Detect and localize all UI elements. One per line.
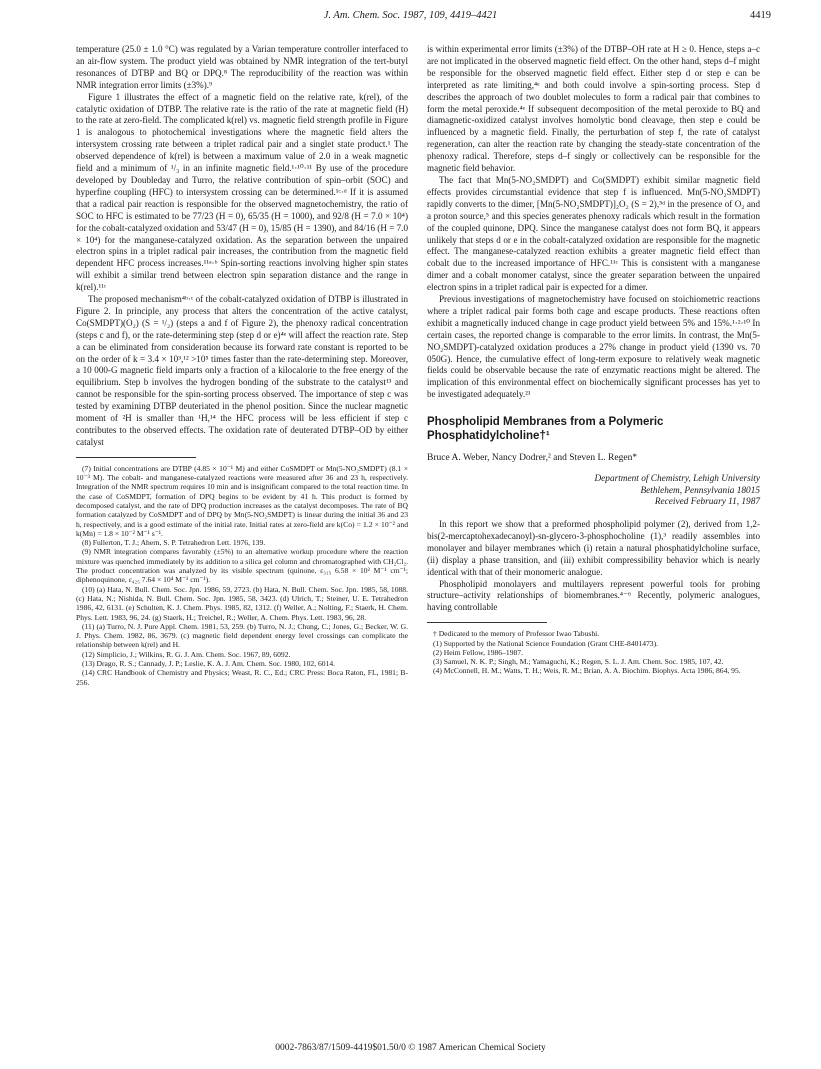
footnotes — [76, 464, 408, 687]
copyright-footer: 0002-7863/87/1509-4419$01.50/0 © 1987 American Chemical Society — [275, 1043, 546, 1053]
footnote: (8) Fullerton, T. J.; Ahern, S. P. Tetrahedron Lett. 1976, 139. — [82, 538, 266, 548]
received-date: Received February 11, 1987 — [654, 497, 760, 508]
footnote: (7) Initial concentrations are DTBP (4.85 × 10⁻¹ M) and either CoSMDPT or Mn(5-NO₂SMDPT) (8.1 × 10⁻³ M). The cobalt- and manganese-catalyzed reactions were measured after 36 and 23 h, respectively. Integration of the NMR spectrum requires 10 min and is insignificant compared to the total reaction time. In the case of CoSMDPT, formation of DPQ begins to be evident by 41 h. This product is formed by decomposed catalyst, and the rate of DPQ production increases as the catalyst decomposes. The rate of BQ formation catalyzed by CoSMDPT and of DPQ by Mn(5-NO₂SMDPT) is linear during the initial 36 and 23 h, respectively, and is a good estimate of the initial rate. Initial rates at zero-field are k(Co) = 1.2 × 10⁻² and k(Mn) = 1.8 × 10⁻² M⁻¹ s⁻¹. — [76, 463, 408, 538]
footnote: (3) Samuel, N. K. P.; Singh, M.; Yamaguchi, K.; Regen, S. L. J. Am. Chem. Soc. 1985, 107, 42. — [433, 657, 724, 667]
body-paragraph: In this report we show that a preformed phospholipid polymer (2), derived from 1,2-bis(2-mercaptohexadecanoyl)-sn-glycero-3-phosphocholine (1),³ readily assembles into monolayer and bilayer membranes which (i) retain a natural phosphatidylcholine surface, (ii) display a phase transition, and (iii) exhibit compressibility behavior which is nearly identical with that of their monomeric analogue. — [427, 519, 760, 577]
body-paragraph: Figure 1 illustrates the effect of a magnetic field on the relative rate, k(rel), of the catalytic oxidation of DTBP. The relative rate is the ratio of the rate at magnetic field (H) to the rate at zero-field. The complicated k(rel) vs. magnetic field strength profile in Figure 1 is analogous to photochemical investigations where the magnetic field alters the intersystem crossing rate between a triplet radical pair and a singlet state product.¹ The observed dependence of k(rel) is between a maximum value of 2.0 in a weak magnetic field and a minimum of ¹/₃ in an infinite magnetic field.¹·¹⁰·¹¹ By use of the procedure developed by Doubleday and Turro, the relative contribution of spin–orbit (SOC) and hyperfine coupling (HFC) to intersystem crossing can be determined.¹ᶜ·ᵈ If it is assumed that a radical pair reaction is responsible for the observed magnetochemistry, the ratio of SOC to HFC is estimated to be 77/23 (H = 0), 65/35 (H = 1000), and 92/8 (H = 7.0 × 10⁴) for the cobalt-catalyzed oxidation and 53/47 (H = 0), 15/85 (H = 1390), and 84/16 (H = 7.0 × 10⁴) for the manganese-catalyzed oxidation. As the separation between the unpaired electron spins in a triplet radical pair increases, the contribution from the magnetic field dependent HFC process increases.¹¹ᵃ·ᵇ Spin-sorting reactions involving higher spin states will exhibit a similar trend between electron spin separation distance and the range in k(rel).¹¹ᶜ — [76, 91, 408, 293]
body-paragraph: temperature (25.0 ± 1.0 °C) was regulated by a Varian temperature controller interfaced to an air-flow system. The product yield was obtained by NMR integration of the tert-butyl resonances of DTBP and BQ or DPQ.⁸ The reproducibility of the reaction was within NMR integration error limits (±3%).⁹ — [76, 44, 408, 90]
footnotes — [427, 629, 760, 675]
footnote-divider — [427, 622, 547, 623]
footnote: (12) Simplicio, J.; Wilkins, R. G. J. Am. Chem. Soc. 1967, 89, 6092. — [82, 649, 291, 659]
body-paragraph: is within experimental error limits (±3%) of the DTBP–OH rate at H ≥ 0. Hence, steps a–c are not implicated in the observed magnetic field effect. On the other hand, steps d–f might be responsible for the observed magnetic field effect. Either step d or step e can be interpreted as rate limiting,⁴ᵉ and both could involve a spin-sorting process. Step d describes the approach of two doublet molecules to form a radical pair that combines to form the metal peroxide.⁴ᵉ If subsequent decomposition of the metal peroxide to BQ and diamagnetic-oxidized catalyst involves homolytic bond cleavage, then step e could be influenced by a magnetic field. Finally, the perturbation of step f, the rate of catalyst regeneration, can alter the reaction rate by changing the steady-state concentration of the phenoxy radical. Therefore, steps d–f singly or collectively can be responsible for the magnetic field behavior. — [427, 44, 760, 174]
journal-citation: J. Am. Chem. Soc. 1987, 109, 4419–4421 — [323, 10, 498, 21]
footnote: (4) McConnell, H. M.; Watts, T. H.; Weis, R. M.; Brian, A. A. Biochim. Biophys. Acta 1986, 864, 95. — [433, 666, 741, 676]
body-paragraph: Previous investigations of magnetochemistry have focused on stoichiometric reactions where a triplet radical pair forms both cage and escape products. These reactions often exhibit a magnetically induced change in cage product yield between 5% and 15%.¹·²·¹⁰ In certain cases, the reported change is comparable to the error limits. In contrast, the Mn(5-NO₂SMDPT)-catalyzed oxidation produces a 27% change in product yield (1390 vs. 70 050G). Hence, the cumulative effect of long-term exposure to relatively weak magnetic fields could be observable because the rate of enzymatic reactions might be altered. The implication of this environmental effect on biochemically significant processes has yet to be investigated adequately.²¹ — [427, 294, 760, 400]
footnote: (10) (a) Hata, N. Bull. Chem. Soc. Jpn. 1986, 59, 2723. (b) Hata, N. Bull. Chem. Soc. Jpn. 1985, 58, 1088. (c) Hata, N.; Nishida, N. Bull. Chem. Soc. Jpn. 1985, 58, 3423. (d) Ulrich, T.; Steiner, U. E. Tetrahedron 1986, 42, 6131. (e) Schulten, K. J. Chem. Phys. 1985, 82, 1312. (f) Weller, A.; Nolting, F.; Staerk, H. Chem. Phys. Lett. 1983, 96, 24. (g) Staerk, H.; Treichel, R.; Weller, A. Chem. Phys. Lett. 1983, 96, 28. — [76, 584, 408, 622]
article-title: Phospholipid Membranes from a Polymeric Phosphatidylcholine†¹ — [427, 416, 664, 443]
footnote: (2) Heim Fellow, 1986–1987. — [433, 647, 523, 657]
footnote: (13) Drago, R. S.; Cannady, J. P.; Leslie, K. A. J. Am. Chem. Soc. 1980, 102, 6014. — [82, 659, 336, 669]
body-paragraph: The fact that Mn(5-NO₂SMDPT) and Co(SMDPT) exhibit similar magnetic field effects provides circumstantial evidence that step f is influenced. Mn(5-NO₂SMDPT) rapidly converts to the dimer, [Mn(5-NO₂SMDPT)]₂O₂ (S = 2),⁵ᵈ in the presence of O₂ and a proton source,⁵ and this species generates phenoxy radicals which result in the formation of the coupled quinone, DPQ. Since the manganese catalyst does not form BQ, it appears unlikely that steps d or e in the cobalt-catalyzed oxidation are responsible for the magnetic effect. The manganese-catalyzed reaction exhibits a greater magnetic field effect than cobalt due to the increased importance of HFC.¹¹ᶜ This is consistent with a manganese dimer and a cobalt monomer catalyst, since the greater separation between the unpaired electron spins in a triplet radical pair is expected for a dimer. — [427, 174, 760, 293]
right-column — [427, 44, 760, 676]
footnote: (1) Supported by the National Science Foundation (Grant CHE-8401473). — [433, 638, 659, 648]
footnote: (11) (a) Turro, N. J. Pure Appl. Chem. 1981, 53, 259. (b) Turro, N. J.; Chung, C.; Jones, G.; Becker, W. G. J. Phys. Chem. 1982, 86, 3679. (c) magnetic field dependent energy level crossings can complicate the relationship between k(rel) and H. — [76, 621, 408, 650]
left-column — [76, 44, 408, 687]
affiliation-location: Bethlehem, Pennsylvania 18015 — [640, 486, 760, 497]
footnote: † Dedicated to the memory of Professor Iwao Tabushi. — [433, 629, 600, 639]
running-header — [0, 10, 821, 26]
footnote: (14) CRC Handbook of Chemistry and Physics; Weast, R. C., Ed.; CRC Press: Boca Raton, FL, 1981; B-256. — [76, 668, 408, 687]
body-paragraph: Phospholipid monolayers and multilayers represent powerful tools for probing structure–activity relationships of biomembranes.⁴⁻⁶ Recently, polymeric analogues, having controllable — [427, 578, 760, 613]
body-paragraph: The proposed mechanism⁴ᵇ·ᶜ of the cobalt-catalyzed oxidation of DTBP is illustrated in Figure 2. In principle, any process that alters the concentration of the active catalyst, Co(SMDPT)(O₂) (S = ¹/₂) (steps a and f of Figure 2), the phenoxy radical concentration (steps c and f), or the rate-determining step (step d or e)⁴ᵉ will affect the reaction rate. Step a can be eliminated from consideration because its forward rate constant is reported to be on the order of k = 3.4 × 10³,¹² >10⁵ times faster than the rate-determining step. Moreover, a 10 000-G magnetic field imparts only a fraction of a kilocalorie to the free energy of the equilibrium. Step b involves the hydrogen bonding of the substrate to the catalyst¹³ and cannot be responsible for the spin-sorting process observed. The importance of step c was tested by examining DTBP deuteriated in the phenol position. Since the nuclear magnetic moment of ²H is smaller than ¹H,¹⁴ the HFC process will be less efficient if step c contributes to the observed effects. The oxidation rate of deuterated DTBP–OD by either catalyst — [76, 294, 408, 447]
footnote-divider — [76, 457, 196, 458]
affiliation-department: Department of Chemistry, Lehigh University — [594, 474, 760, 485]
article-authors: Bruce A. Weber, Nancy Dodrer,² and Steven L. Regen* — [427, 453, 638, 464]
page-number: 4419 — [750, 10, 771, 21]
footnote: (9) NMR integration compares favorably (±5%) to an alternative workup procedure where the reaction mixture was quenched immediately by its addition to a silica gel column and chromatographed with CH₂Cl₂. The product concentration was analyzed by its visible spectrum (quinone, ε₃₁₅ 6.58 × 10² M⁻¹ cm⁻¹; diphenoquinone, ε₄₂₅ 7.64 × 10⁴ M⁻¹ cm⁻¹). — [76, 547, 408, 585]
